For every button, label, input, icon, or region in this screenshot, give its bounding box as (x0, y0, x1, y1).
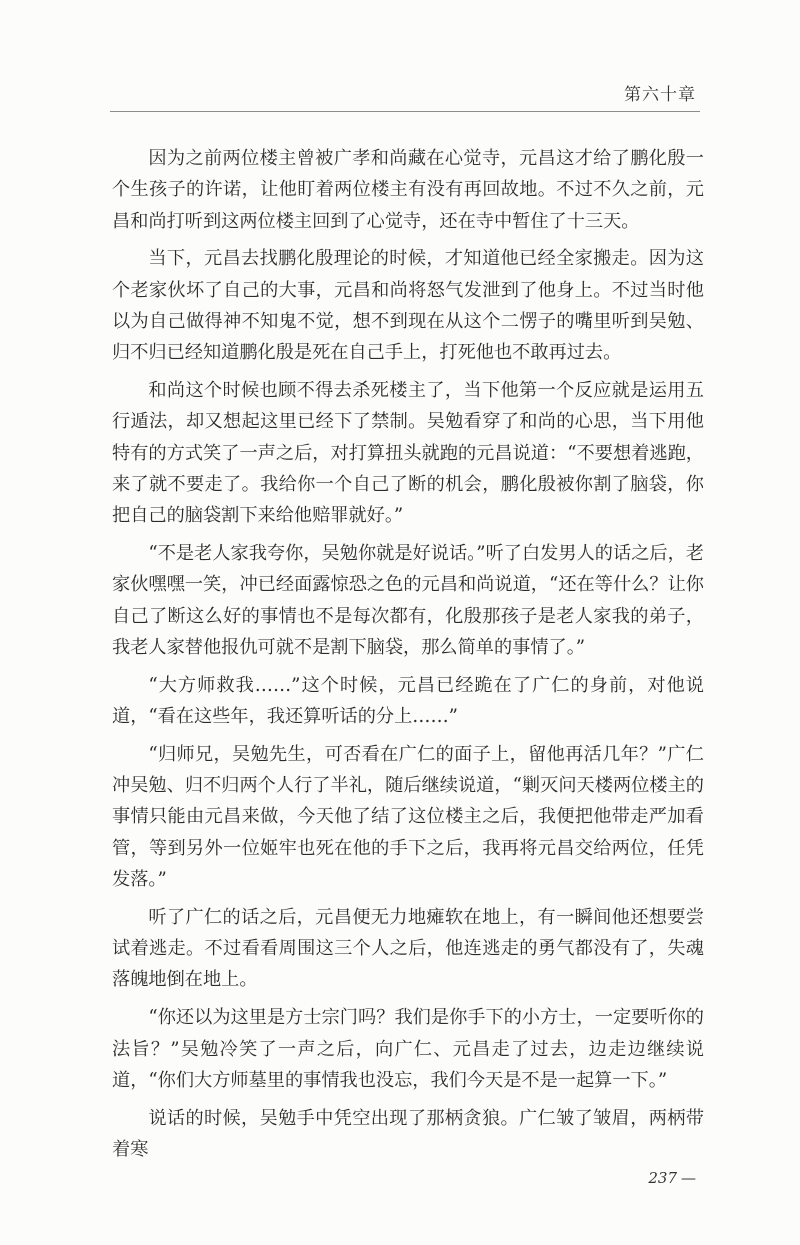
page-number-value: 237 (648, 1169, 677, 1187)
paragraph: “归师兄，吴勉先生，可否看在广仁的面子上，留他再活几年？”广仁冲吴勉、归不归两个人行了半礼，随后继续说道，“剿灭问天楼两位楼主的事情只能由元昌来做，今天他了结了这位楼主之后，我便把他带走严加看管，等到另外一位姬牢也死在他的手下之后，我再将元昌交给两位，任凭发落。” (112, 743, 704, 891)
paragraph: “不是老人家我夸你，吴勉你就是好说话。”听了白发男人的话之后，老家伙嘿嘿一笑，冲已经面露惊恐之色的元昌和尚说道，“还在等什么？让你自己了断这么好的事情也不是每次都有，化殷那孩子是老人家我的弟子，我老人家替他报仇可就不是割下脑袋，那么简单的事情了。” (112, 543, 704, 658)
paragraph: 因为之前两位楼主曾被广孝和尚藏在心觉寺，元昌这才给了鹏化殷一个生孩子的许诺，让他盯着两位楼主有没有再回故地。不过不久之前，元昌和尚打听到这两位楼主回到了心觉寺，还在寺中暂住了十三天。 (112, 148, 704, 232)
header-divider (110, 111, 700, 112)
page-number (648, 1169, 696, 1187)
paragraph: 说话的时候，吴勉手中凭空出现了那柄贪狼。广仁皱了皱眉，两柄带着寒 (112, 1107, 704, 1160)
running-header-chapter: 第六十章 (624, 85, 696, 105)
paragraph: “你还以为这里是方士宗门吗？我们是你手下的小方士，一定要听你的法旨？”吴勉冷笑了一声之后，向广仁、元昌走了过去，边走边继续说道，“你们大方师墓里的事情我也没忘，我们今天是不是一起算一下。” (112, 1007, 704, 1091)
paragraph: 听了广仁的话之后，元昌便无力地瘫软在地上，有一瞬间他还想要尝试着逃走。不过看看周围这三个人之后，他连逃走的勇气都没有了，失魂落魄地倒在地上。 (112, 906, 704, 991)
page-number-dash: — (681, 1169, 696, 1187)
page-body (112, 143, 704, 1172)
paragraph: “大方师救我……”这个时候，元昌已经跪在了广仁的身前，对他说道，“看在这些年，我还算听话的分上……” (112, 674, 704, 728)
paragraph: 和尚这个时候也顾不得去杀死楼主了，当下他第一个反应就是运用五行遁法，却又想起这里已经下了禁制。吴勉看穿了和尚的心思，当下用他特有的方式笑了一声之后，对打算扭头就跑的元昌说道：“不要想着逃跑，来了就不要走了。我给你一个自己了断的机会，鹏化殷被你割了脑袋，你把自己的脑袋割下来给他赔罪就好。” (112, 380, 704, 527)
paragraph: 当下，元昌去找鹏化殷理论的时候，才知道他已经全家搬走。因为这个老家伙坏了自己的大事，元昌和尚将怒气发泄到了他身上。不过当时他以为自己做得神不知鬼不觉，想不到现在从这个二愣子的嘴里听到吴勉、归不归已经知道鹏化殷是死在自己手上，打死他也不敢再过去。 (112, 248, 704, 364)
